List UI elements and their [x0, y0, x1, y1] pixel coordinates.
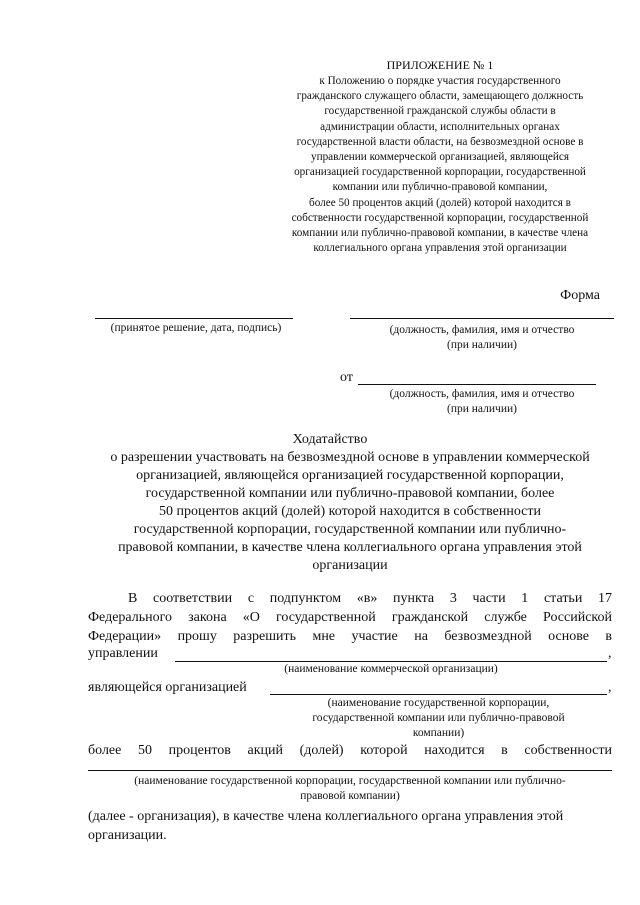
- from-label: от: [340, 370, 353, 385]
- appendix-line: администрации области, исполнительных органах: [320, 120, 560, 133]
- appendix-line: компании или публично-правовой компании,: [332, 181, 548, 194]
- recipient-line[interactable]: [350, 318, 614, 319]
- sender-caption: (при наличии): [447, 403, 517, 415]
- subtitle-line: о разрешении участвовать на безвозмездной основе в управлении коммерческой: [110, 450, 590, 465]
- sender-caption: (должность, фамилия, имя и отчество: [389, 388, 575, 400]
- form-label: Форма: [560, 288, 600, 303]
- appendix-text: [268, 74, 612, 256]
- appendix-line: государственной власти области, на безвозмездной основе в: [296, 135, 584, 148]
- recipient-caption: (должность, фамилия, имя и отчество: [389, 324, 575, 336]
- appendix-line: коллегиального органа управления этой организации: [313, 242, 567, 255]
- owner-caption: правовой компании): [300, 790, 400, 802]
- decision-caption: (принятое решение, дата, подпись): [110, 322, 282, 334]
- owner-name-line[interactable]: [88, 770, 612, 771]
- corporation-caption: государственной компании или публично-правовой: [312, 712, 565, 724]
- subtitle-line: государственной корпорации, государственной компании или публично-: [133, 522, 567, 537]
- body-line: (далее - организация), в качестве члена коллегиального органа управления этой: [88, 809, 564, 824]
- comma: ,: [608, 646, 612, 661]
- body-line: В соответствии с подпунктом «в» пункта 3 части 1 статьи 17: [128, 591, 612, 606]
- petition-title: Ходатайство: [292, 432, 368, 447]
- being-label: являющейся организацией: [88, 680, 247, 695]
- appendix-title: ПРИЛОЖЕНИЕ № 1: [386, 58, 494, 72]
- appendix-line: собственности государственной корпорации, государственной: [291, 211, 589, 224]
- appendix-line: государственной гражданской службы области в: [324, 105, 556, 118]
- subtitle-line: государственной компании или публично-правовой компании, более: [145, 486, 555, 501]
- sender-line[interactable]: [358, 384, 596, 385]
- appendix-line: гражданского служащего области, замещающего должность: [296, 90, 584, 103]
- corporation-caption: компании): [412, 727, 465, 739]
- body-line: организации.: [88, 828, 167, 843]
- subtitle-line: правовой компании, в качестве члена коллегиального органа управления этой: [118, 540, 582, 555]
- recipient-caption: (при наличии): [447, 339, 517, 351]
- appendix-line: к Положению о порядке участия государственного: [319, 75, 561, 87]
- appendix-line: более 50 процентов акций (долей) которой находится в: [309, 196, 571, 209]
- subtitle-line: 50 процентов акций (долей) которой находится в собственности: [158, 504, 542, 519]
- appendix-line: управлении коммерческой организацией, являющейся: [310, 151, 569, 164]
- subtitle-line: организации: [312, 558, 388, 573]
- petition-subtitle: [80, 449, 620, 575]
- decision-line[interactable]: [95, 318, 293, 319]
- subtitle-line: организацией, являющейся организацией государственной корпорации,: [136, 468, 564, 483]
- owner-caption: (наименование государственной корпорации, государственной компании или публично-: [134, 775, 566, 787]
- appendix-line: организацией государственной корпорации, государственной: [294, 166, 586, 179]
- corporation-caption: (наименование государственной корпорации,: [327, 697, 550, 709]
- body-line: более 50 процентов акций (долей) которой находится в собственности: [88, 743, 612, 758]
- corporation-name-line[interactable]: [270, 694, 607, 695]
- comma: ,: [608, 680, 612, 695]
- body-line: Федерального закона «О государственной гражданской службе Российской: [88, 610, 612, 625]
- management-label: управлении: [88, 646, 158, 661]
- appendix-line: компании или публично-правовой компании, в качестве члена: [291, 227, 589, 240]
- body-line: Федерации» прошу разрешить мне участие на безвозмездной основе в: [88, 629, 612, 644]
- company-caption: (наименование коммерческой организации): [284, 663, 498, 675]
